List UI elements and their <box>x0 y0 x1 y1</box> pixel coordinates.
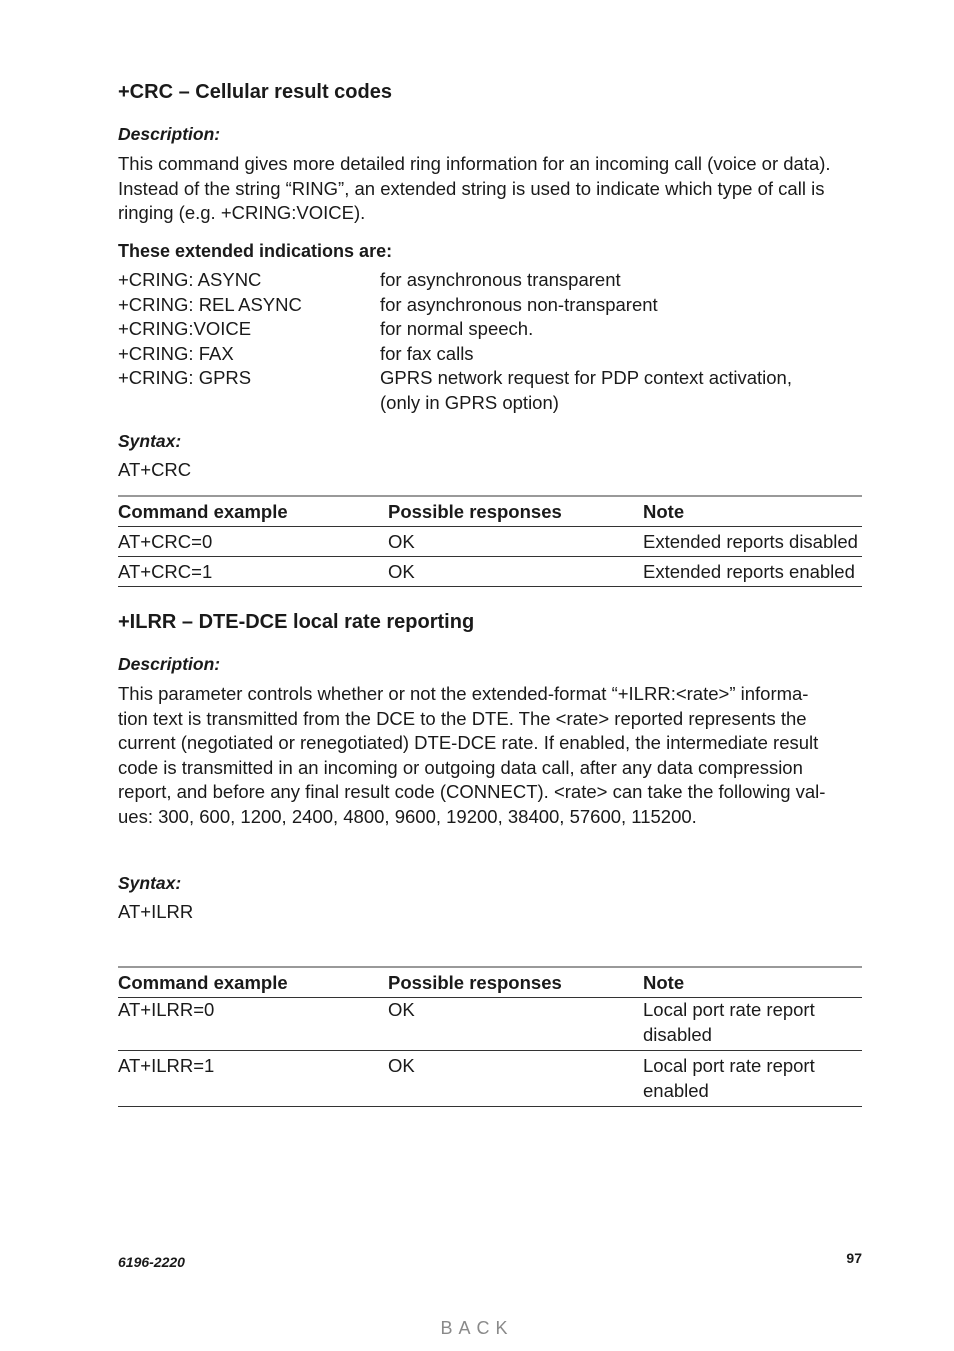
cell-command: AT+CRC=0 <box>118 531 213 552</box>
crc-description <box>118 152 862 226</box>
indication-desc: (only in GPRS option) <box>380 391 559 413</box>
col-header-responses: Possible responses <box>388 972 562 993</box>
ilrr-description-line: ues: 300, 600, 1200, 2400, 4800, 9600, 19200, 38400, 57600, 115200. <box>118 805 697 827</box>
indication-desc: GPRS network request for PDP context activation, <box>380 367 792 388</box>
indication-code: +CRING: FAX <box>118 342 234 364</box>
indication-row <box>118 366 862 391</box>
back-link[interactable]: BACK <box>440 1318 514 1338</box>
page-number: 97 <box>846 1250 862 1266</box>
cell-response: OK <box>388 531 415 552</box>
ilrr-section-title: +ILRR – DTE-DCE local rate reporting <box>118 611 475 633</box>
cell-note-line: Local port rate report <box>643 1055 815 1076</box>
col-header-note: Note <box>643 972 685 993</box>
ilrr-command-table <box>118 966 862 1107</box>
indication-row <box>118 293 862 318</box>
col-header-responses: Possible responses <box>388 501 562 522</box>
ilrr-description-line: tion text is transmitted from the DCE to the DTE. The <rate> reported represents the <box>118 707 807 729</box>
page-footer <box>118 1250 862 1272</box>
crc-syntax: AT+CRC <box>118 459 192 480</box>
table-row <box>118 998 862 1051</box>
crc-command-table <box>118 495 862 587</box>
cell-command: AT+CRC=1 <box>118 561 213 582</box>
ilrr-description-line: code is transmitted in an incoming or outgoing data call, after any data compression <box>118 756 803 778</box>
table-header-row <box>118 496 862 527</box>
indication-desc: for asynchronous non-transparent <box>380 293 658 315</box>
table-header-row <box>118 967 862 998</box>
ilrr-syntax: AT+ILRR <box>118 901 194 922</box>
col-header-command: Command example <box>118 972 288 993</box>
indication-code: +CRING: REL ASYNC <box>118 293 302 315</box>
crc-indications-list <box>118 268 862 415</box>
ilrr-syntax-label: Syntax: <box>118 873 182 893</box>
indication-row <box>118 268 862 293</box>
cell-note <box>643 1051 862 1107</box>
indication-code: +CRING:VOICE <box>118 318 252 339</box>
indication-row <box>118 342 862 367</box>
crc-syntax-label: Syntax: <box>118 431 182 451</box>
cell-response: OK <box>388 1055 415 1076</box>
cell-note: Extended reports enabled <box>643 561 855 582</box>
cell-note-line: Local port rate report <box>643 999 815 1020</box>
cell-note: Extended reports disabled <box>643 531 858 552</box>
cell-command: AT+ILRR=0 <box>118 999 215 1020</box>
cell-note-line: disabled <box>643 1023 712 1045</box>
table-row <box>118 557 862 587</box>
indication-desc: for fax calls <box>380 342 474 364</box>
crc-description-line: This command gives more detailed ring information for an incoming call (voice or data). <box>118 153 831 174</box>
col-header-note: Note <box>643 501 685 522</box>
indication-code: +CRING: GPRS <box>118 367 252 388</box>
cell-response: OK <box>388 999 415 1020</box>
cell-command: AT+ILRR=1 <box>118 1055 215 1076</box>
indication-desc: for normal speech. <box>380 318 534 339</box>
cell-response: OK <box>388 561 415 582</box>
ilrr-description-label: Description: <box>118 654 221 674</box>
crc-description-line: ringing (e.g. +CRING:VOICE). <box>118 202 366 223</box>
doc-number: 6196-2220 <box>118 1254 185 1270</box>
indication-code: +CRING: ASYNC <box>118 269 262 290</box>
ilrr-description-line: current (negotiated or renegotiated) DTE-DCE rate. If enabled, the intermediate result <box>118 732 819 753</box>
crc-section-title: +CRC – Cellular result codes <box>118 81 392 103</box>
cell-note <box>643 998 862 1051</box>
indication-row <box>118 317 862 342</box>
ilrr-description <box>118 682 862 829</box>
indication-desc: for asynchronous transparent <box>380 269 621 290</box>
table-row <box>118 527 862 557</box>
col-header-command: Command example <box>118 501 288 522</box>
indication-row <box>118 391 862 416</box>
crc-description-line: Instead of the string “RING”, an extended string is used to indicate which type of call is <box>118 177 825 199</box>
ilrr-description-line: report, and before any final result code (CONNECT). <rate> can take the following val- <box>118 781 826 802</box>
crc-description-label: Description: <box>118 124 221 144</box>
table-row <box>118 1051 862 1107</box>
crc-indications-label: These extended indications are: <box>118 241 393 261</box>
cell-note-line: enabled <box>643 1079 709 1101</box>
ilrr-description-line: This parameter controls whether or not the extended-format “+ILRR:<rate>” informa- <box>118 683 809 704</box>
